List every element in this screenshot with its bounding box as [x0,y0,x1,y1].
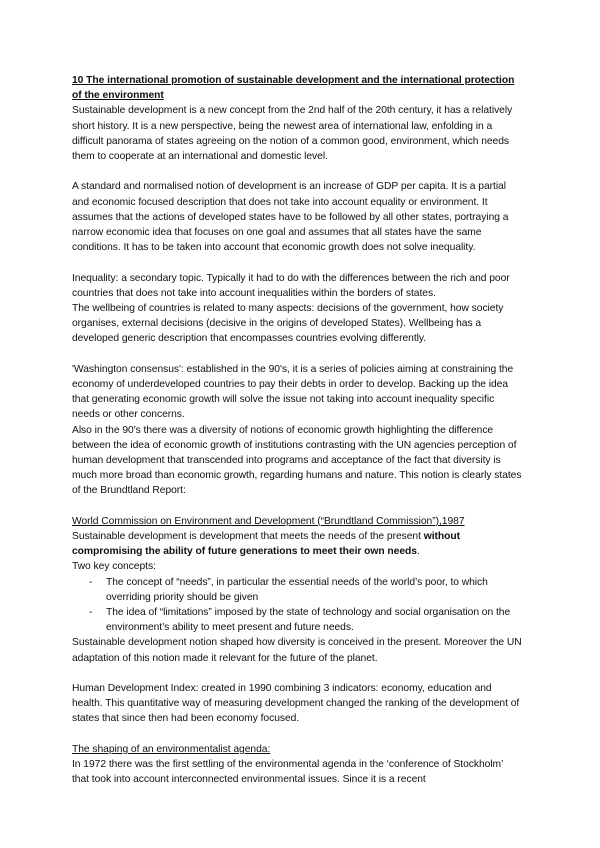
bullet-dash: - [89,576,93,588]
document-page [72,73,522,787]
list-item-text: The concept of “needs”, in particular the essential needs of the world’s poor, to which overriding priority should be given [106,576,488,603]
definition-end: . [416,546,420,558]
key-concepts-list [72,575,522,636]
spacer [72,164,522,179]
list-item [72,575,522,605]
paragraph-inequality: Inequality: a secondary topic. Typically it had to do with the differences between the rich and poor countries that does not take into account inequalities within the borders of states. [72,272,510,299]
paragraph-stockholm: In 1972 there was the first settling of the environmental agenda in the ‘conference of Stockholm’ that took into account interconnected environmental issues. Since it is a recent [72,759,503,786]
spacer [72,255,522,270]
paragraph-gdp: A standard and normalised notion of development is an increase of GDP per capita. It is a partial and economic focused description that does not take into account equality or environment. It assumes that the actions of developed states have to be followed by all other states, portraying a narrow economic idea that focuses on one goal and assumes that all states have the same conditions. It has to be taken into account that economic growth does not solve inequality. [72,181,509,254]
definition-plain: Sustainable development is development that meets the needs of the present [72,531,424,543]
spacer [72,499,522,514]
paragraph-hdi: Human Development Index: created in 1990 combining 3 indicators: economy, education and health. This quantitative way of measuring development changed the ranking of the development of states that since then had been economy focused. [72,683,520,725]
bullet-dash: - [89,607,93,619]
paragraph-sd-notion: Sustainable development notion shaped how diversity is conceived in the present. Moreover the UN adaptation of this notion made it relevant for the future of the planet. [72,637,522,664]
spacer [72,666,522,681]
agenda-heading: The shaping of an environmentalist agenda: [72,743,271,755]
spacer [72,347,522,362]
paragraph-nineties-diversity: Also in the 90's there was a diversity of notions of economic growth highlighting the difference between the idea of economic growth of institutions contrasting with the UN agencies perception of human development that transcended into programs and acceptance of the fact that diversity is much more broad than economic growth, regarding humans and nature. This notion is clearly states of the Brundtland Report: [72,424,522,497]
definition [72,529,522,559]
list-item-text: The idea of “limitations” imposed by the state of technology and social organisation on the environment’s ability to meet present and future needs. [106,607,511,634]
paragraph-intro: Sustainable development is a new concept from the 2nd half of the 20th century, it has a relatively short history. It is a new perspective, being the newest area of international law, enfolding in a difficult panorama of states agreeing on the notion of a common good, environment, which needs them to cooperate at an international and domestic level. [72,105,513,163]
brundtland-heading: World Commission on Environment and Development (“Brundtland Commission”),1987 [72,515,465,527]
spacer [72,727,522,742]
definition-bold: without compromising the ability of future generations to meet their own needs [72,531,460,558]
list-item [72,605,522,635]
section-title: 10 The international promotion of sustainable development and the international protection of the environment [72,75,515,102]
paragraph-washington-consensus: 'Washington consensus': established in the 90's, it is a series of policies aiming at constraining the economy of underdeveloped countries to pay their debts in order to develop. Backing up the idea that generating economic growth will solve the issue not taking into account inequality specific needs or other concerns. [72,363,514,421]
paragraph-wellbeing: The wellbeing of countries is related to many aspects: decisions of the government, how society organises, external decisions (decisive in the origins of developed States). Wellbeing has a developed generic description that encompasses countries evolving differently. [72,303,504,345]
key-concepts-label: Two key concepts: [72,561,156,573]
